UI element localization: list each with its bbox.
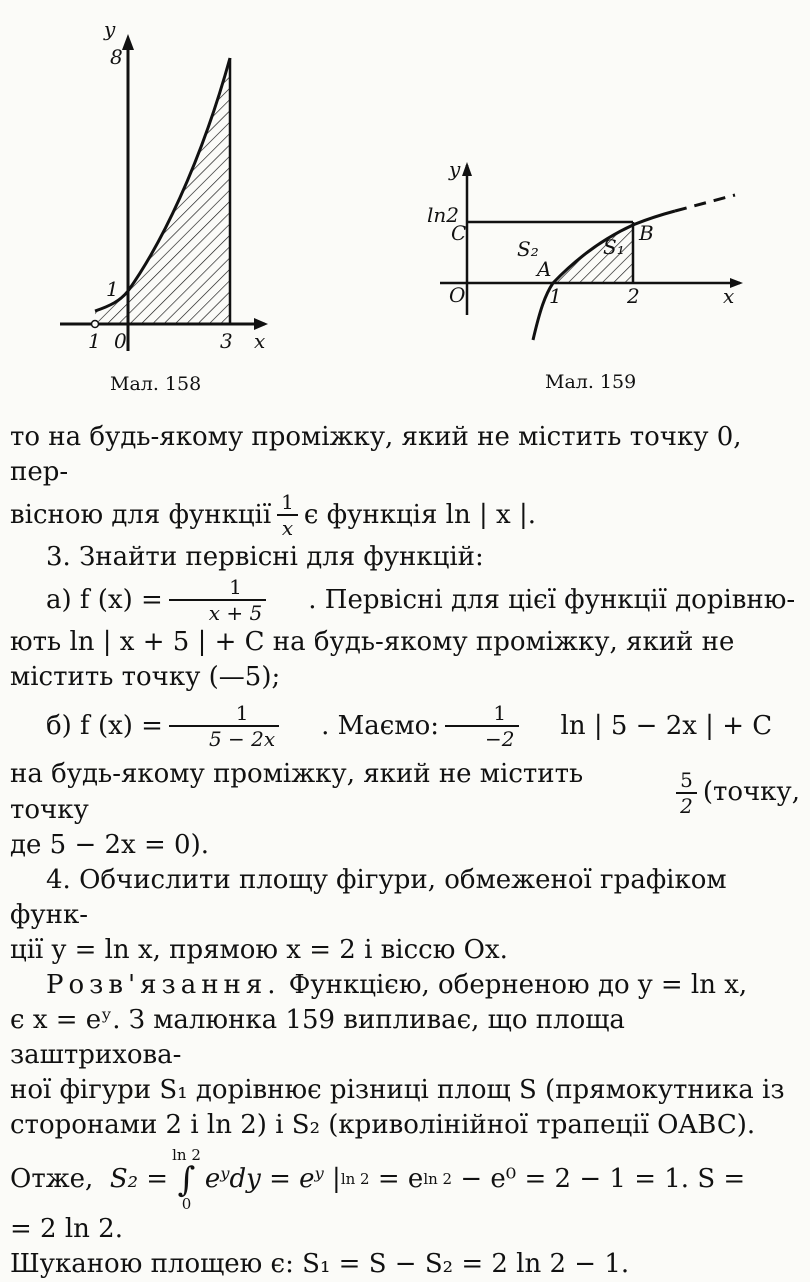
y-arrow-159 [462, 162, 472, 176]
frac-num: 1 [277, 490, 298, 516]
s1-label: S₁ [603, 235, 625, 259]
frac-num: 1 [169, 575, 266, 601]
otzhe: Отже, [10, 1163, 94, 1194]
integral-sign: ∫ [177, 1159, 196, 1200]
y-one-label: 1 [106, 277, 119, 301]
line-15: сторонами 2 і ln 2) і S₂ (криволінійної трапеції OABC). [10, 1110, 756, 1141]
fraction-a [169, 575, 266, 625]
frac-num: 1 [445, 701, 518, 727]
line-8 [10, 757, 800, 827]
y-max-label: 8 [110, 45, 123, 69]
fraction-b2 [445, 701, 518, 751]
s2-label: S₂ [517, 237, 539, 261]
integral [172, 1145, 201, 1213]
integral-tail: = e [377, 1163, 424, 1194]
fraction-b [169, 701, 279, 751]
x-neg-label: 1 [88, 329, 101, 353]
y-axis-label: y [104, 17, 116, 41]
a-label: A [537, 257, 552, 281]
y-axis-label-159: y [449, 157, 461, 181]
x-one-label: 1 [549, 284, 562, 308]
fraction-5-over-2 [676, 768, 697, 818]
line-5: ють ln | x + 5 | + C на будь-якому проміжку, який не [10, 627, 735, 658]
line-17: = 2 ln 2. [10, 1213, 123, 1244]
line-11: ції y = ln x, прямою x = 2 і віссю Ox. [10, 934, 508, 965]
fraction-1-over-x [277, 490, 298, 540]
line-2-a: вісною для функції [10, 499, 272, 530]
line-2 [10, 490, 800, 540]
ln2-label: ln2 [427, 203, 460, 227]
line-13: є x = eʸ. З малюнка 159 випливає, що площа заштрихова- [10, 1005, 625, 1071]
task-3a-label: а) f (x) = [46, 584, 163, 615]
solution-word: Розв'язання. [46, 970, 281, 1001]
c-label: C [451, 221, 467, 245]
line-18: Шуканою площею є: S₁ = S − S₂ = 2 ln 2 − 1. [10, 1248, 630, 1279]
integral-line [10, 1145, 800, 1213]
s2-eq: S₂ = [109, 1163, 169, 1194]
origin-label: O [449, 283, 466, 307]
task-3: 3. Знайти первісні для функцій: [46, 542, 484, 573]
figure-158 [40, 6, 340, 406]
frac-den: x [281, 516, 294, 541]
frac-den: −2 [485, 727, 515, 752]
x-two-label: 2 [627, 284, 640, 308]
page-text [10, 420, 800, 1282]
x-three-label: 3 [220, 329, 233, 353]
frac-num: 1 [169, 701, 279, 727]
ln-curve-dashed [675, 195, 735, 211]
line-9: де 5 − 2x = 0). [10, 829, 209, 860]
caption-158: Мал. 158 [110, 373, 202, 395]
frac-den: x + 5 [208, 601, 263, 626]
task-3b-label: б) f (x) = [46, 710, 163, 741]
figure-159 [405, 140, 785, 390]
integral-body: eʸdy = eʸ | [204, 1163, 341, 1194]
x-axis-label: x [254, 329, 266, 353]
task-3a-rest: . Первісні для цієї функції дорівню- [308, 584, 796, 615]
line-1: то на будь-якому проміжку, який не містить точку 0, пер- [10, 422, 742, 488]
task-3a [10, 575, 800, 625]
open-point-158 [92, 321, 99, 328]
line-8-b: (точку, [702, 777, 800, 808]
line-14: ної фігури S₁ дорівнює різниці площ S (прямокутника із [10, 1075, 785, 1106]
integral-upper: ln 2 [172, 1145, 201, 1164]
y-arrow-158 [122, 34, 134, 50]
x-axis-label-159: x [723, 284, 735, 308]
task-4: 4. Обчислити площу фігури, обмеженої графіком функ- [10, 864, 727, 930]
task-3b-mid: . Маємо: [321, 710, 440, 741]
integral-end: − e⁰ = 2 − 1 = 1. S = [460, 1163, 746, 1194]
line-8-a: на будь-якому проміжку, який не містить точку [10, 759, 584, 825]
solution-rest: Функцією, оберненою до y = ln x, [288, 970, 748, 1001]
task-3b-rest: ln | 5 − 2x | + C [560, 710, 773, 741]
integral-lower: 0 [181, 1194, 192, 1213]
frac-den: 2 [680, 793, 693, 818]
integral-sup: ln 2 [340, 1170, 370, 1189]
frac-den: 5 − 2x [208, 727, 276, 752]
solution-line [10, 968, 800, 1003]
line-2-b: є функція ln | x |. [303, 499, 536, 530]
e-sup: ln 2 [423, 1170, 453, 1189]
caption-159: Мал. 159 [545, 371, 637, 390]
line-6: містить точку (—5); [10, 662, 281, 693]
frac-num: 5 [676, 768, 697, 794]
x-zero-label: 0 [114, 329, 127, 353]
b-label: B [639, 221, 654, 245]
task-3b [10, 701, 800, 751]
